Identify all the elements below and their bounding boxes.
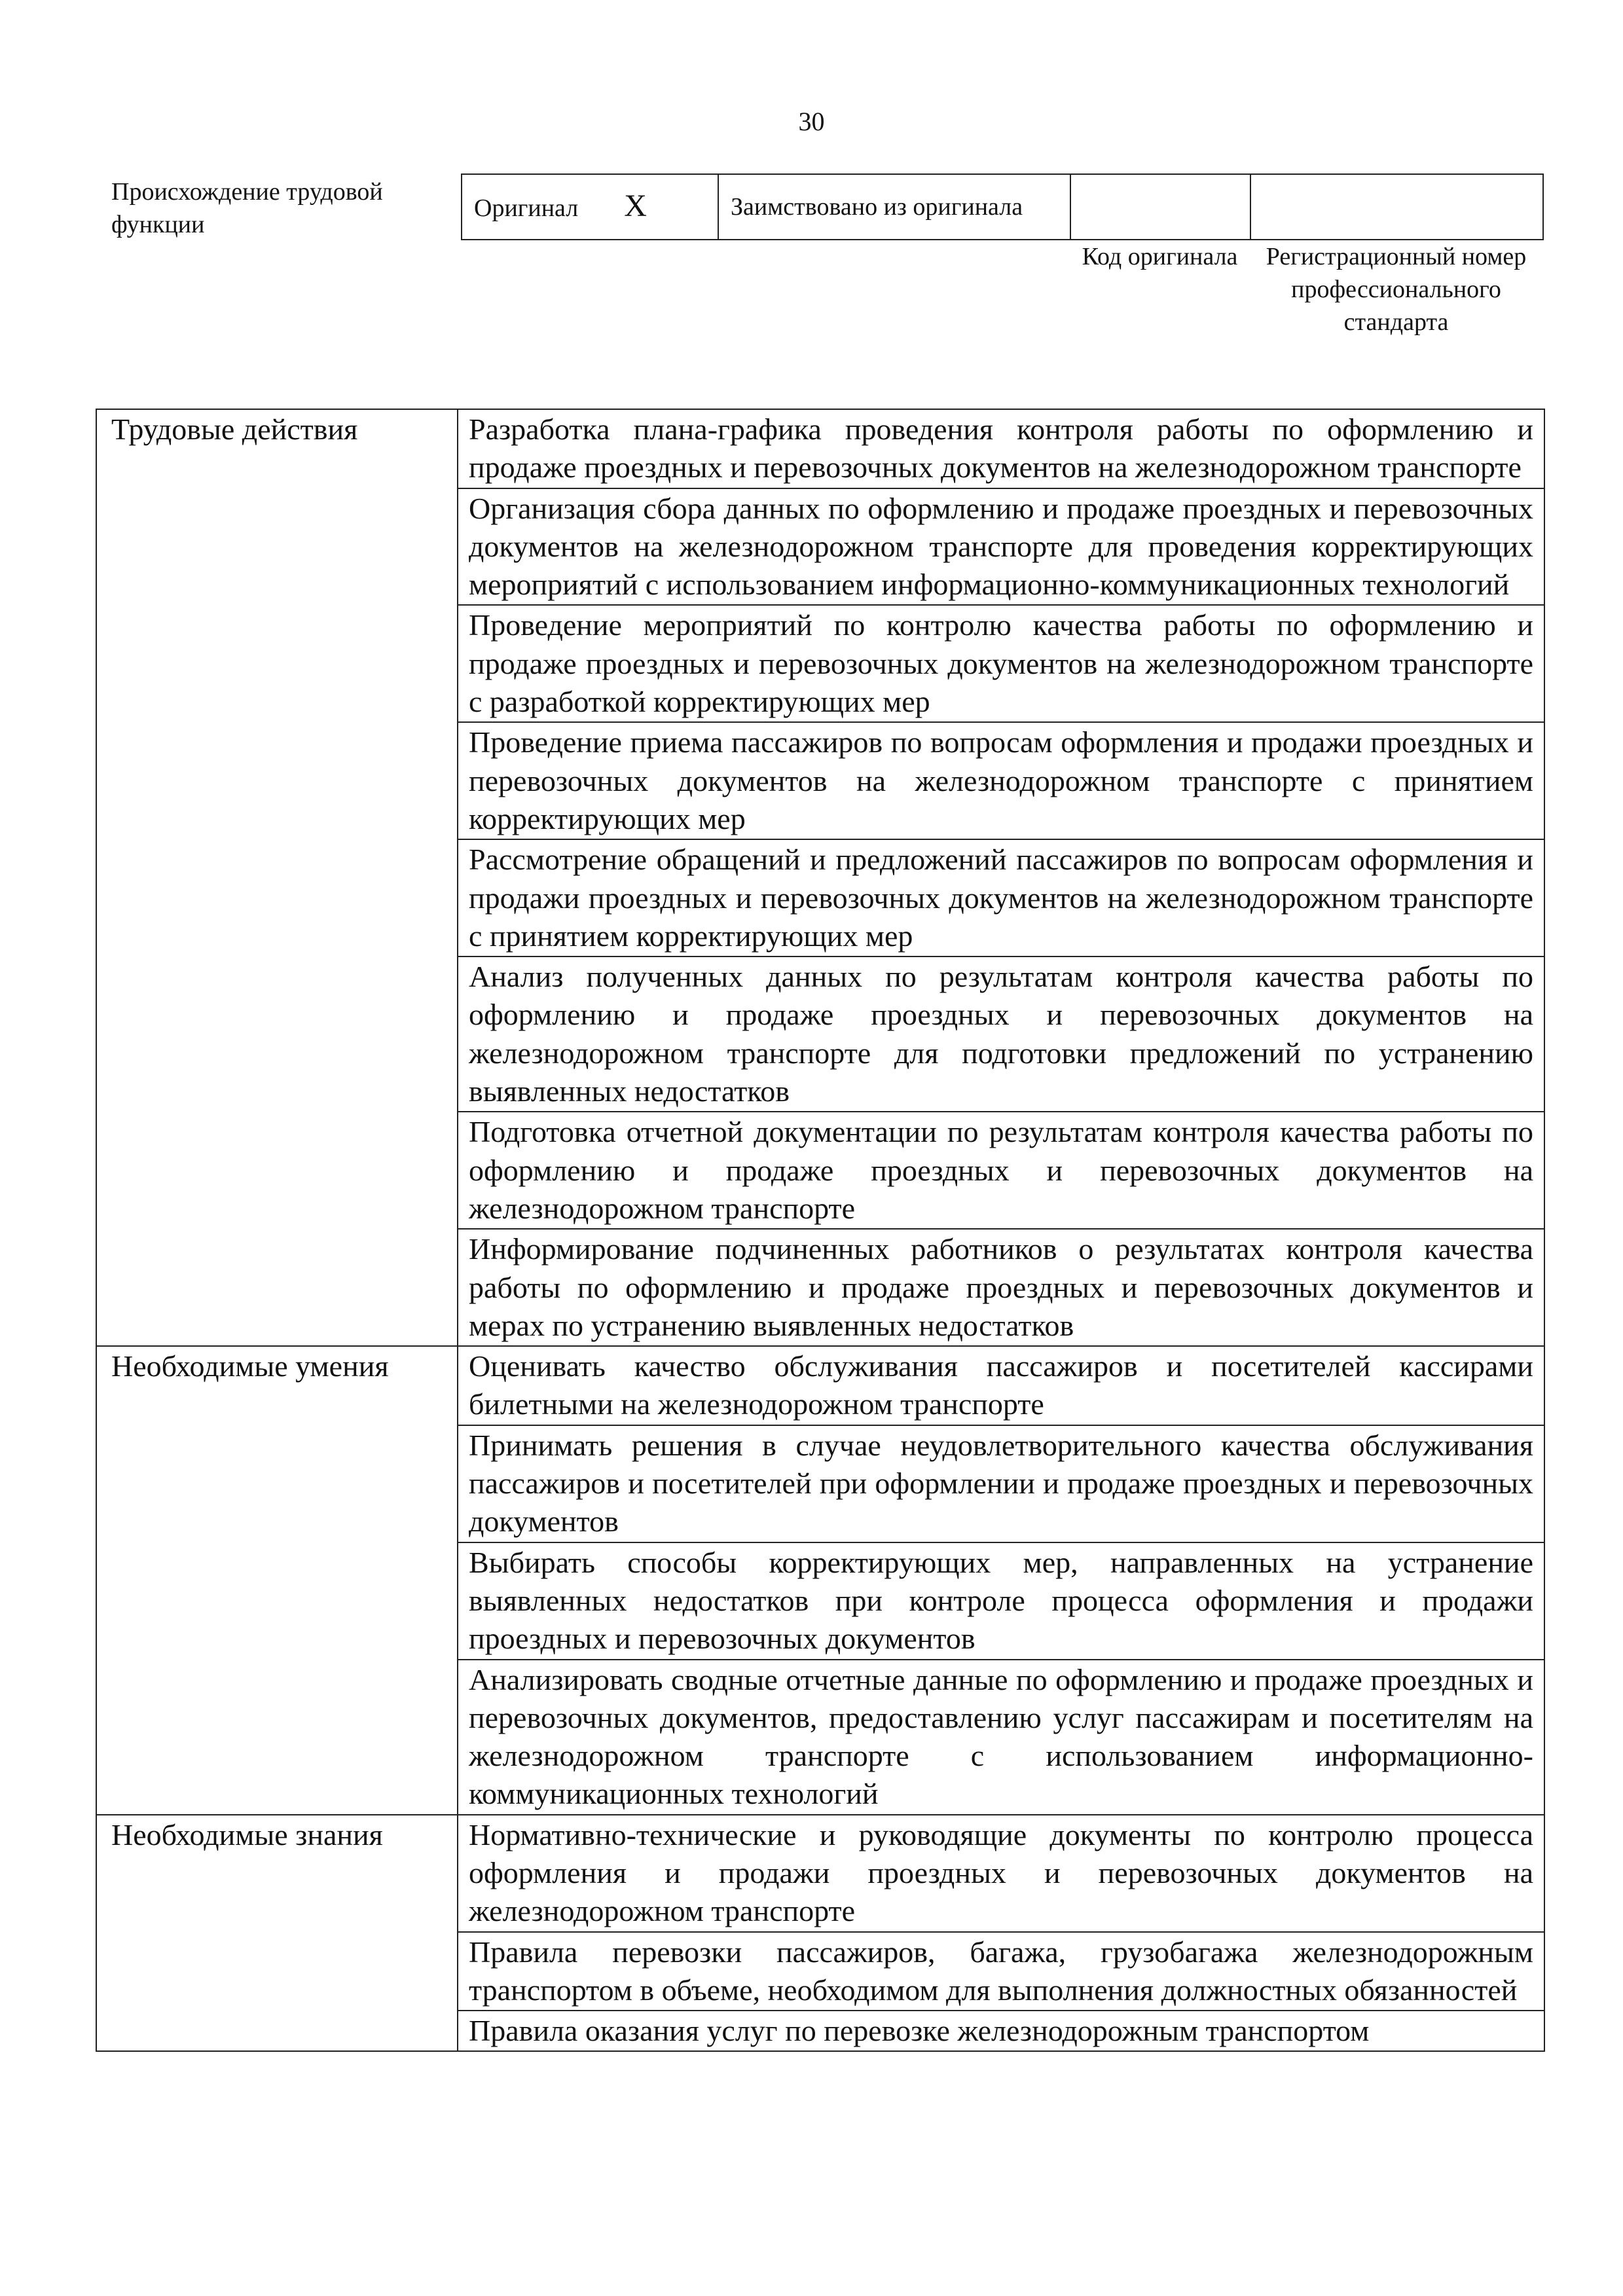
labor-action-item: Проведение приема пассажиров по вопросам оформления и продажи проездных и перевозочных документов на железнодорожном транспорте с принятием корректирующих мер [458, 722, 1544, 839]
labor-action-item: Организация сбора данных по оформлению и продаже проездных и перевозочных документов на железнодорожном транспорте для проведения корректирующих мероприятий с использованием информационно-коммуникационных технологий [458, 488, 1544, 606]
labor-action-item: Подготовка отчетной документации по результатам контроля качества работы по оформлению и продаже проездных и перевозочных документов на железнодорожном транспорте [458, 1112, 1544, 1229]
labor-action-item: Рассмотрение обращений и предложений пассажиров по вопросам оформления и продажи проездных и перевозочных документов на железнодорожном транспорте с принятием корректирующих мер [458, 839, 1544, 957]
origin-x-mark: X [624, 188, 647, 223]
knowledge-item: Правила оказания услуг по перевозке железнодорожным транспортом [458, 2011, 1544, 2051]
knowledge-item: Нормативно-технические и руководящие документы по контролю процесса оформления и продажи проездных и перевозочных документов на железнодорожном транспорте [458, 1815, 1544, 1932]
origin-code-cell [1070, 174, 1250, 240]
section-label-required-skills: Необходимые умения [96, 1346, 458, 1815]
section-label-required-knowledge: Необходимые знания [96, 1815, 458, 2052]
origin-reg-cell [1250, 174, 1543, 240]
section-label-labor-actions: Трудовые действия [96, 409, 458, 1346]
skill-item: Принимать решения в случае неудовлетворительного качества обслуживания пассажиров и посетителей при оформлении и продаже проездных и перевозочных документов [458, 1425, 1544, 1542]
skill-item: Оценивать качество обслуживания пассажиров и посетителей кассирами билетными на железнодорожном транспорте [458, 1346, 1544, 1425]
page-number: 30 [798, 107, 825, 136]
table-row [96, 409, 1544, 488]
origin-original-label: Оригинал [474, 194, 579, 222]
table-row [96, 1346, 1544, 1425]
origin-original-cell [462, 174, 718, 240]
table-row [96, 1815, 1544, 1932]
labor-action-item: Разработка плана-графика проведения контроля работы по оформлению и продаже проездных и перевозочных документов на железнодорожном транспорте [458, 409, 1544, 488]
skill-item: Анализировать сводные отчетные данные по оформлению и продаже проездных и перевозочных документов, предоставлению услуг пассажирам и посетителям на железнодорожном транспорте с использованием информационно-коммуникационных технологий [458, 1660, 1544, 1815]
origin-table [461, 173, 1544, 240]
origin-label: Происхождение трудовой функции [111, 178, 383, 238]
labor-function-table [96, 409, 1545, 2052]
labor-action-item: Информирование подчиненных работников о результатах контроля качества работы по оформлению и продаже проездных и перевозочных документов и мерах по устранению выявленных недостатков [458, 1229, 1544, 1346]
skill-item: Выбирать способы корректирующих мер, направленных на устранение выявленных недостатков при контроле процесса оформления и продажи проездных и перевозочных документов [458, 1542, 1544, 1660]
origin-borrowed-cell: Заимствовано из оригинала [718, 174, 1070, 240]
caption-registration-number: Регистрационный номер профессионального стандарта [1266, 243, 1527, 336]
labor-action-item: Проведение мероприятий по контролю качества работы по оформлению и продаже проездных и перевозочных документов на железнодорожном транспорте с разработкой корректирующих мер [458, 605, 1544, 722]
knowledge-item: Правила перевозки пассажиров, багажа, грузобагажа железнодорожным транспортом в объеме, необходимом для выполнения должностных обязанностей [458, 1932, 1544, 2011]
labor-action-item: Анализ полученных данных по результатам контроля качества работы по оформлению и продаже проездных и перевозочных документов на железнодорожном транспорте для подготовки предложений по устранению выявленных недостатков [458, 957, 1544, 1112]
caption-original-code: Код оригинала [1082, 243, 1238, 270]
